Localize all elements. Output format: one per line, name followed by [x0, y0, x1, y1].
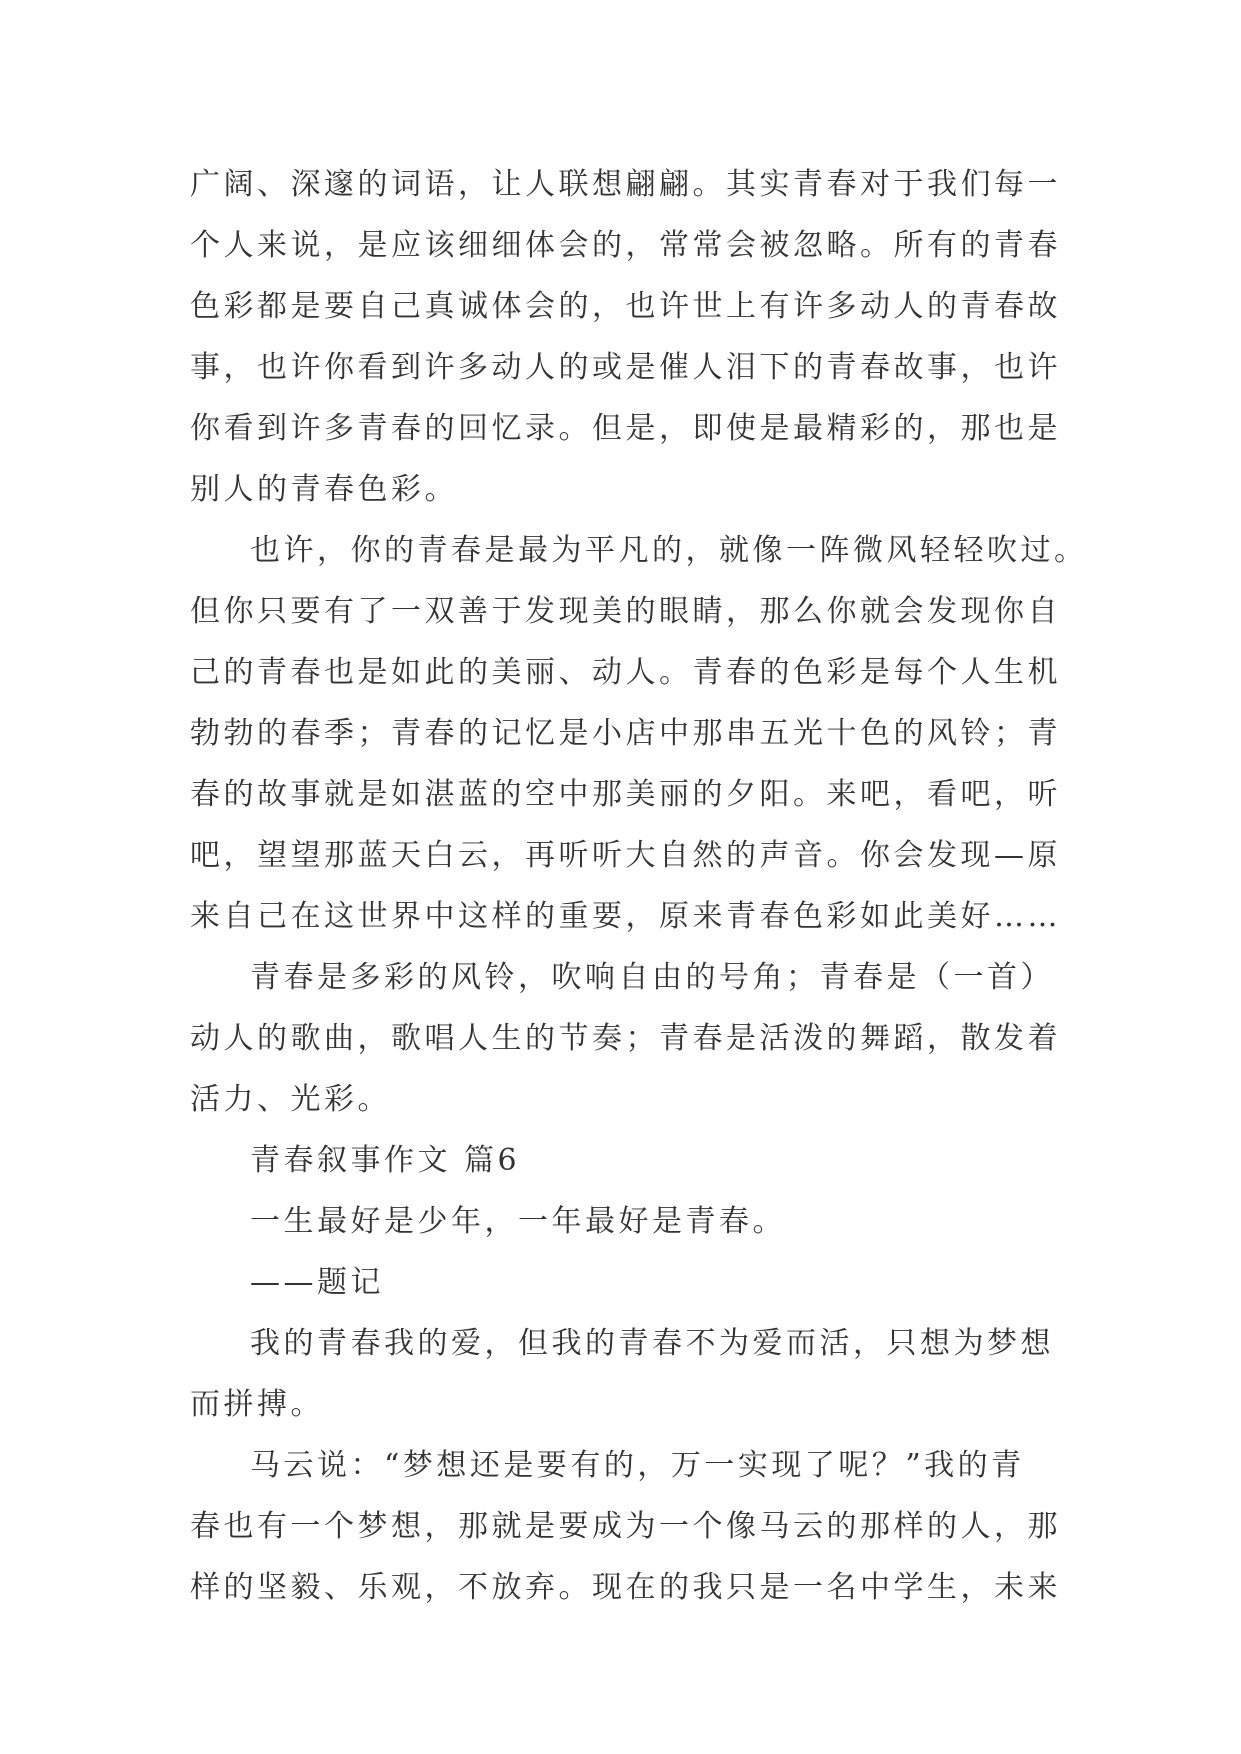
- text-line: 春的故事就是如湛蓝的空中那美丽的夕阳。来吧，看吧，听: [190, 777, 1061, 812]
- text-line: 而拼搏。: [190, 1387, 324, 1422]
- text-line: 个人来说，是应该细细体会的，常常会被忽略。所有的青春: [190, 228, 1061, 263]
- text-line: 你看到许多青春的回忆录。但是，即使是最精彩的，那也是: [190, 411, 1061, 446]
- section-heading: [190, 1130, 1058, 1191]
- paragraph: [190, 154, 1061, 520]
- epigraph: [190, 1191, 1058, 1252]
- text-line: 事，也许你看到许多动人的或是催人泪下的青春故事，也许: [190, 350, 1061, 385]
- text-line: ——题记: [250, 1265, 384, 1300]
- paragraph: [190, 1313, 1058, 1435]
- text-line: 马云说：“梦想还是要有的，万一实现了呢？”我的青: [250, 1448, 1025, 1483]
- text-line: 勃勃的春季；青春的记忆是小店中那串五光十色的风铃；青: [190, 716, 1061, 751]
- text-line: 一生最好是少年，一年最好是青春。: [250, 1204, 786, 1239]
- text-line: 青春是多彩的风铃，吹响自由的号角；青春是（一首）: [250, 960, 1054, 995]
- text-line: 色彩都是要自己真诚体会的，也许世上有许多动人的青春故: [190, 289, 1061, 324]
- text-line: 广阔、深邃的词语，让人联想翩翩。其实青春对于我们每一: [190, 167, 1061, 202]
- text-line: 己的青春也是如此的美丽、动人。青春的色彩是每个人生机: [190, 655, 1061, 690]
- text-line: 我的青春我的爱，但我的青春不为爱而活，只想为梦想: [250, 1326, 1054, 1361]
- text-line: 样的坚毅、乐观，不放弃。现在的我只是一名中学生，未来: [190, 1570, 1061, 1605]
- text-line: 别人的青春色彩。: [190, 472, 458, 507]
- text-line: 来自己在这世界中这样的重要，原来青春色彩如此美好……: [190, 899, 1061, 934]
- text-line: 动人的歌曲，歌唱人生的节奏；青春是活泼的舞蹈，散发着: [190, 1021, 1061, 1056]
- paragraph: [190, 520, 1088, 947]
- text-line: 吧，望望那蓝天白云，再听听大自然的声音。你会发现—原: [190, 838, 1061, 873]
- paragraph: [190, 947, 1061, 1130]
- text-line: 春也有一个梦想，那就是要成为一个像马云的那样的人，那: [190, 1509, 1061, 1544]
- text-line: 活力、光彩。: [190, 1082, 391, 1117]
- epigraph-attribution: [190, 1252, 1058, 1313]
- text-line: 青春叙事作文 篇6: [250, 1143, 521, 1178]
- text-line: 但你只要有了一双善于发现美的眼睛，那么你就会发现你自: [190, 594, 1061, 629]
- paragraph: [190, 1435, 1061, 1618]
- text-line: 也许，你的青春是最为平凡的，就像一阵微风轻轻吹过。: [250, 533, 1088, 568]
